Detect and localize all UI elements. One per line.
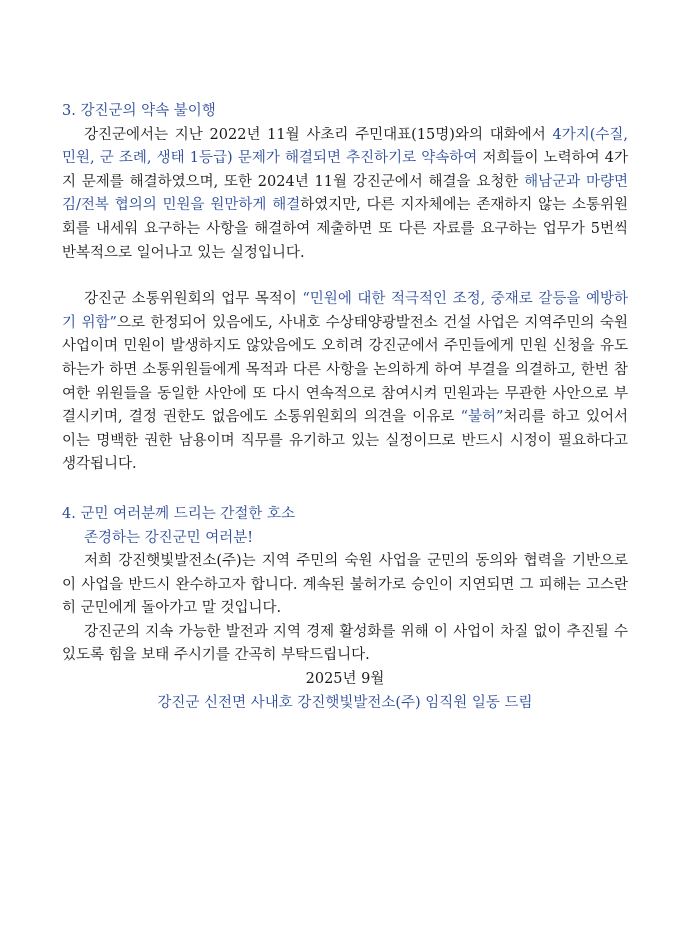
text-run: 하였지만, 다른 지자체에는 존재하지 않는 소통위원회를 내세워 요구하는 사항을 해결하여 제출하면 또 다른 자료를 요구하는 업무가 5번씩 반복적으로 일어나고 있는 실정입니다. — [62, 197, 628, 261]
highlight-run: 해남군과 마량면 김/전복 협의의 민원을 원만하게 해결 — [62, 173, 628, 214]
section-4-paragraph-1: 저희 강진햇빛발전소(주)는 지역 주민의 숙원 사업을 군민의 동의와 협력을 기반으로 이 사업을 반드시 완수하고자 합니다. 계속된 불허가로 승인이 지연되면 그 피해는 고스란히 군민에게 돌아가고 말 것입니다. — [62, 553, 628, 617]
status-bar — [0, 0, 680, 30]
text-run: 저희들이 노력하여 4가지 문제를 해결하였으며, 또한 2024년 11월 강진군에서 해결을 요청한 — [62, 150, 628, 190]
section-4-heading: 4. 군민 여러분께 드리는 간절한 호소 — [62, 505, 295, 522]
section-4-paragraph-2: 강진군의 지속 가능한 발전과 지역 경제 활성화를 위해 이 사업이 차질 없이 추진될 수 있도록 힘을 보태 주시기를 간곡히 부탁드립니다. — [62, 623, 628, 664]
section-3-paragraph-2 — [62, 288, 628, 477]
text-run: 으로 한정되어 있음에도, 사내호 수상태양광발전소 건설 사업은 지역주민의 숙원 사업이며 민원이 발생하지도 않았음에도 오히려 강진군에서 주민들에게 민원 신청을 유도하는가 하면 소통위원들에게 목적과 다른 사항을 논의하게 하여 부결을 의결하고, 한번 참여한 위원들을 동일한 사안에 또 다시 연속적으로 참여시켜 민원과는 무관한 사안으로 부결시키며, 결정 권한도 없음에도 소통위원회의 의견을 이유로 — [62, 314, 628, 426]
closing-signature: 강진군 신전면 사내호 강진햇빛발전소(주) 임직원 일동 드림 — [157, 694, 533, 711]
text-run: 강진군에서는 지난 2022년 11월 사초리 주민대표(15명)와의 대화에서 — [84, 126, 553, 143]
section-3-paragraph-1 — [62, 124, 628, 266]
highlight-run: “민원에 대한 적극적인 조정, 중재로 갈등을 예방하기 위함” — [62, 291, 628, 331]
document-body — [62, 100, 628, 715]
spacer — [62, 265, 628, 288]
highlight-run: 4가지(수질, 민원, 군 조례, 생태 1등급) 문제가 해결되면 추진하기로 약속하여 — [62, 126, 628, 167]
highlight-run: “불허” — [460, 409, 504, 426]
section-3-heading: 3. 강진군의 약속 불이행 — [62, 103, 216, 119]
salutation: 존경하는 강진군민 여러분! — [84, 529, 254, 546]
text-run: 처리를 하고 있어서 이는 명백한 권한 남용이며 직무를 유기하고 있는 실정이므로 반드시 시정이 필요하다고 생각됩니다. — [62, 409, 629, 473]
spacer — [62, 477, 628, 503]
text-run: 강진군 소통위원회의 업무 목적이 — [84, 291, 303, 308]
closing-date: 2025년 9월 — [305, 671, 385, 688]
